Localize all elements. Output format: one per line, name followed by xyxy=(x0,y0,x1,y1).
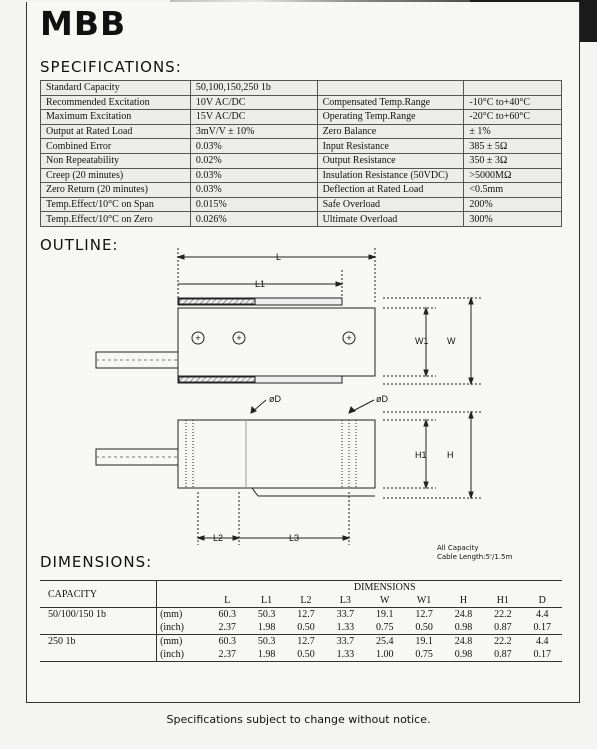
spec-value: 350 ± 3Ω xyxy=(464,153,562,168)
dim-column-header: L3 xyxy=(339,595,351,606)
dim-unit: (mm) xyxy=(157,608,208,622)
label-L2: L2 xyxy=(213,533,224,543)
dim-value: 0.17 xyxy=(523,648,563,662)
svg-text:+: + xyxy=(236,333,242,343)
label-L1: L1 xyxy=(255,279,266,289)
cable-note xyxy=(437,544,512,562)
spec-value: 385 ± 5Ω xyxy=(464,139,562,154)
dim-value: 19.1 xyxy=(404,635,443,649)
spec-row xyxy=(41,81,562,96)
spec-label: Temp.Effect/10°C on Zero xyxy=(41,212,191,227)
spec-value: 0.03% xyxy=(190,183,317,198)
dim-value: 0.98 xyxy=(444,648,483,662)
spec-value: -20°C to+60°C xyxy=(464,110,562,125)
dim-value: 19.1 xyxy=(365,608,404,622)
label-H1: H1 xyxy=(415,450,427,460)
dim-row xyxy=(40,648,562,662)
dim-value: 1.98 xyxy=(247,648,286,662)
spec-value: 0.026% xyxy=(190,212,317,227)
label-W: W xyxy=(447,336,456,346)
spec-value: 3mV/V ± 10% xyxy=(190,124,317,139)
dim-value: 22.2 xyxy=(483,635,522,649)
spec-row xyxy=(41,183,562,198)
spec-label: Compensated Temp.Range xyxy=(317,95,464,110)
dim-column-header: L2 xyxy=(300,595,312,606)
spec-value: <0.5mm xyxy=(464,183,562,198)
spec-label: Temp.Effect/10°C on Span xyxy=(41,197,191,212)
spec-label: Input Resistance xyxy=(317,139,464,154)
dim-column-header: W1 xyxy=(416,595,432,606)
dim-value: 60.3 xyxy=(208,635,247,649)
label-diameter-left: øD xyxy=(269,394,281,404)
spec-label xyxy=(317,81,464,96)
spec-row xyxy=(41,153,562,168)
spec-label: Insulation Resistance (50VDC) xyxy=(317,168,464,183)
specifications-heading: SPECIFICATIONS: xyxy=(40,58,182,76)
dim-value: 0.98 xyxy=(454,622,473,633)
dim-capacity: 250 1b xyxy=(40,635,157,649)
cable-note-line2: Cable Length:5'/1.5m xyxy=(437,553,513,561)
label-diameter-right: øD xyxy=(376,394,388,404)
dim-value: 0.87 xyxy=(494,622,512,633)
dim-value: 60.3 xyxy=(208,608,247,622)
capacity-header: CAPACITY xyxy=(40,581,157,608)
dim-value: 33.7 xyxy=(326,635,365,649)
spec-value: 200% xyxy=(464,197,562,212)
spec-label: Creep (20 minutes) xyxy=(41,168,191,183)
spec-row xyxy=(41,212,562,227)
spec-label: Zero Return (20 minutes) xyxy=(41,183,191,198)
dimensions-heading: DIMENSIONS: xyxy=(40,553,153,571)
unit-header xyxy=(157,581,208,608)
spec-label: Maximum Excitation xyxy=(41,110,191,125)
spec-label: Safe Overload xyxy=(317,197,464,212)
dim-value: 2.37 xyxy=(218,622,236,633)
dim-value: 1.00 xyxy=(365,648,404,662)
spec-value: ± 1% xyxy=(464,124,562,139)
dim-column-header: W xyxy=(379,595,390,606)
dim-value: 1.33 xyxy=(336,622,355,633)
dim-value: 0.75 xyxy=(375,622,394,633)
spec-value: 0.015% xyxy=(190,197,317,212)
spec-label: Deflection at Rated Load xyxy=(317,183,464,198)
outline-heading: OUTLINE: xyxy=(40,236,119,254)
dim-value: 4.4 xyxy=(523,635,563,649)
spec-value: -10°C to+40°C xyxy=(464,95,562,110)
spec-value: 300% xyxy=(464,212,562,227)
spec-value: 50,100,150,250 1b xyxy=(190,81,317,96)
spec-label: Output Resistance xyxy=(317,153,464,168)
spec-value: 0.02% xyxy=(190,153,317,168)
cable-note-line1: All Capacity xyxy=(437,544,479,552)
spec-value: 10V AC/DC xyxy=(190,95,317,110)
dim-value: 25.4 xyxy=(365,635,404,649)
dim-capacity xyxy=(40,621,157,635)
dim-value: 12.7 xyxy=(286,608,325,622)
dim-value: 50.3 xyxy=(247,608,286,622)
dim-column-header: H1 xyxy=(496,595,509,606)
svg-text:+: + xyxy=(195,333,201,343)
dim-value: 0.50 xyxy=(415,622,433,633)
spec-row xyxy=(41,95,562,110)
spec-value: 0.03% xyxy=(190,139,317,154)
spec-label: Output at Rated Load xyxy=(41,124,191,139)
dim-value: 0.75 xyxy=(404,648,443,662)
dim-row xyxy=(40,608,562,622)
label-L: L xyxy=(276,252,282,262)
spec-value xyxy=(464,81,562,96)
dim-column-header: D xyxy=(538,595,546,606)
dim-value: 1.33 xyxy=(326,648,365,662)
footer-note: Specifications subject to change without notice. xyxy=(166,713,431,726)
spec-row xyxy=(41,197,562,212)
dim-capacity xyxy=(40,648,157,662)
dimensions-header: DIMENSIONS xyxy=(208,581,563,595)
dim-unit: (inch) xyxy=(157,648,208,662)
spec-label: Zero Balance xyxy=(317,124,464,139)
svg-text:+: + xyxy=(346,333,352,343)
dim-column-header: H xyxy=(459,595,468,606)
dim-value: 33.7 xyxy=(326,608,365,622)
dim-row xyxy=(40,621,562,635)
dimensions-table xyxy=(40,580,562,662)
outline-drawing xyxy=(26,240,571,550)
dim-value: 0.50 xyxy=(297,622,315,633)
dim-value: 12.7 xyxy=(286,635,325,649)
dim-row xyxy=(40,635,562,649)
dim-value: 2.37 xyxy=(208,648,247,662)
dim-value: 1.98 xyxy=(257,622,276,633)
label-H: H xyxy=(447,450,454,460)
label-L3: L3 xyxy=(289,533,300,543)
spec-label: Ultimate Overload xyxy=(317,212,464,227)
specifications-table xyxy=(40,80,562,227)
spec-label: Non Repeatability xyxy=(41,153,191,168)
dim-unit: (mm) xyxy=(157,635,208,649)
spec-label: Combined Error xyxy=(41,139,191,154)
dim-capacity: 50/100/150 1b xyxy=(40,608,157,622)
dim-value: 22.2 xyxy=(483,608,522,622)
spec-label: Standard Capacity xyxy=(41,81,191,96)
spec-row xyxy=(41,110,562,125)
spec-row xyxy=(41,168,562,183)
dim-column-header: L1 xyxy=(261,595,273,606)
product-title: MBB xyxy=(40,4,127,43)
dim-value: 50.3 xyxy=(247,635,286,649)
spec-label: Recommended Excitation xyxy=(41,95,191,110)
dim-header-row xyxy=(40,581,562,595)
spec-row xyxy=(41,139,562,154)
dim-value: 0.87 xyxy=(483,648,522,662)
label-W1: W1 xyxy=(415,336,429,346)
spec-value: >5000MΩ xyxy=(464,168,562,183)
dim-value: 12.7 xyxy=(404,608,443,622)
dim-value: 0.17 xyxy=(533,622,551,633)
dim-value: 24.8 xyxy=(444,635,483,649)
dim-value: 0.50 xyxy=(286,648,325,662)
dim-unit: (inch) xyxy=(160,622,184,633)
spec-row xyxy=(41,124,562,139)
spec-value: 15V AC/DC xyxy=(190,110,317,125)
dim-value: 4.4 xyxy=(523,608,563,622)
dim-value: 24.8 xyxy=(444,608,483,622)
spec-value: 0.03% xyxy=(190,168,317,183)
spec-label: Operating Temp.Range xyxy=(317,110,464,125)
dim-column-header: L xyxy=(224,595,231,606)
